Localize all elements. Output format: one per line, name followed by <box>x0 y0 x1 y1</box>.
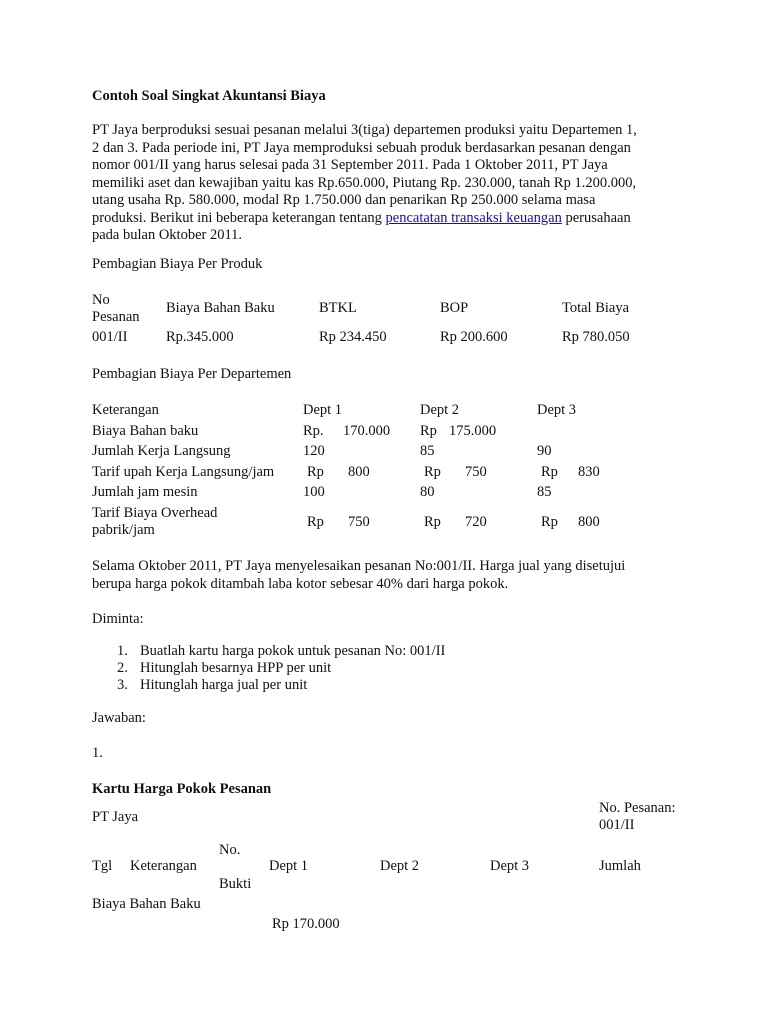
intro-line: nomor 001/II yang harus selesai pada 31 September 2011. Pada 1 Oktober 2011, PT Jaya <box>92 157 608 173</box>
table-cell: Rp <box>307 514 324 530</box>
row-label-line: Tarif Biaya Overhead <box>92 505 218 521</box>
produk-heading: Pembagian Biaya Per Produk <box>92 256 263 272</box>
table-cell: 720 <box>465 514 487 530</box>
table-cell: 100 <box>303 484 325 500</box>
col-header-dept2: Dept 2 <box>420 402 460 418</box>
row-label: Tarif upah Kerja Langsung/jam <box>92 464 275 480</box>
col-header-bukti-line2: Bukti <box>219 876 252 892</box>
table-cell: Rp <box>420 423 437 439</box>
table-cell: 800 <box>578 514 600 530</box>
intro-line: utang usaha Rp. 580.000, modal Rp 1.750.000 dan penarikan Rp 250.000 selama masa <box>92 192 596 208</box>
col-header-total: Total Biaya <box>562 300 630 316</box>
table-cell: 90 <box>537 443 552 459</box>
table-cell: 170.000 <box>343 423 391 439</box>
intro-line: pada bulan Oktober 2011. <box>92 227 243 243</box>
table-cell: 750 <box>348 514 370 530</box>
paragraph-line: Selama Oktober 2011, PT Jaya menyelesaikan pesanan No:001/II. Harga jual yang disetujui <box>92 558 626 574</box>
table-cell: Rp <box>424 514 441 530</box>
intro-line <box>92 210 692 228</box>
table-cell: Rp 200.600 <box>440 329 508 345</box>
table-cell: 85 <box>420 443 435 459</box>
intro-line: PT Jaya berproduksi sesuai pesanan melalui 3(tiga) departemen produksi yaitu Departemen 1, <box>92 122 637 138</box>
dept-heading: Pembagian Biaya Per Departemen <box>92 366 292 382</box>
list-number: 2. <box>117 660 128 676</box>
col-header-no-line1: No <box>92 292 110 308</box>
table-cell: 120 <box>303 443 325 459</box>
col-header-dept1: Dept 1 <box>269 858 309 874</box>
table-cell: Rp 780.050 <box>562 329 630 345</box>
table-cell: Rp <box>307 464 324 480</box>
table-cell: Rp <box>424 464 441 480</box>
no-pesanan-value: 001/II <box>599 817 635 833</box>
jawaban-number: 1. <box>92 745 103 761</box>
table-cell: 800 <box>348 464 370 480</box>
transaction-link[interactable]: pencatatan transaksi keuangan <box>385 209 562 226</box>
col-header-bukti <box>219 842 251 893</box>
kartu-title: Kartu Harga Pokok Pesanan <box>92 781 272 797</box>
col-header-no-line2: Pesanan <box>92 309 140 325</box>
table-cell: 80 <box>420 484 435 500</box>
page-title: Contoh Soal Singkat Akuntansi Biaya <box>92 88 326 104</box>
list-number: 3. <box>117 677 128 693</box>
table-cell: Rp 234.450 <box>319 329 387 345</box>
table-cell: Rp.345.000 <box>166 329 234 345</box>
col-header-bukti-line1: No. <box>219 842 241 858</box>
list-item: Hitunglah harga jual per unit <box>140 677 308 693</box>
selama-paragraph <box>92 558 692 593</box>
table-cell: 85 <box>537 484 552 500</box>
list-item: Buatlah kartu harga pokok untuk pesanan No: 001/II <box>140 643 446 659</box>
col-header-no <box>92 292 140 326</box>
section-label: Biaya Bahan Baku <box>92 896 201 912</box>
col-header-dept2: Dept 2 <box>380 858 420 874</box>
col-header-keterangan: Keterangan <box>92 402 159 418</box>
intro-text: produksi. Berikut ini beberapa keterangan tentang <box>92 209 386 226</box>
col-header-dept1: Dept 1 <box>303 402 343 418</box>
row-label-line: pabrik/jam <box>92 522 155 538</box>
jawaban-heading: Jawaban: <box>92 710 146 726</box>
col-header-tgl: Tgl <box>92 858 113 874</box>
col-header-dept3: Dept 3 <box>490 858 530 874</box>
table-cell: 830 <box>578 464 600 480</box>
table-cell: 175.000 <box>449 423 497 439</box>
col-header-dept3: Dept 3 <box>537 402 577 418</box>
col-header-keterangan: Keterangan <box>130 858 197 874</box>
no-pesanan-label: No. Pesanan: <box>599 800 676 816</box>
col-header-bop: BOP <box>440 300 469 316</box>
row-label: Biaya Bahan baku <box>92 423 199 439</box>
row-label: Jumlah Kerja Langsung <box>92 443 231 459</box>
no-pesanan-block <box>599 800 676 834</box>
list-number: 1. <box>117 643 128 659</box>
intro-line: memiliki aset dan kewajiban yaitu kas Rp.650.000, Piutang Rp. 230.000, tanah Rp 1.200.000, <box>92 174 637 191</box>
row-label-multiline <box>92 505 217 539</box>
col-header-jumlah: Jumlah <box>599 858 641 874</box>
table-cell: Rp <box>541 514 558 530</box>
company-name: PT Jaya <box>92 809 139 825</box>
table-cell: 001/II <box>92 329 128 345</box>
col-header-btkl: BTKL <box>319 300 357 316</box>
table-cell: Rp <box>541 464 558 480</box>
intro-text: perusahaan <box>561 209 631 226</box>
table-cell: Rp 170.000 <box>272 916 340 932</box>
row-label: Jumlah jam mesin <box>92 484 198 500</box>
intro-paragraph <box>92 122 692 245</box>
table-cell: Rp. <box>303 423 324 439</box>
table-cell: 750 <box>465 464 487 480</box>
paragraph-line: berupa harga pokok ditambah laba kotor sebesar 40% dari harga pokok. <box>92 575 509 592</box>
intro-line: 2 dan 3. Pada periode ini, PT Jaya memproduksi sebuah produk berdasarkan pesanan dengan <box>92 139 631 156</box>
diminta-heading: Diminta: <box>92 611 144 627</box>
col-header-bbb: Biaya Bahan Baku <box>166 300 275 316</box>
list-item: Hitunglah besarnya HPP per unit <box>140 660 332 676</box>
